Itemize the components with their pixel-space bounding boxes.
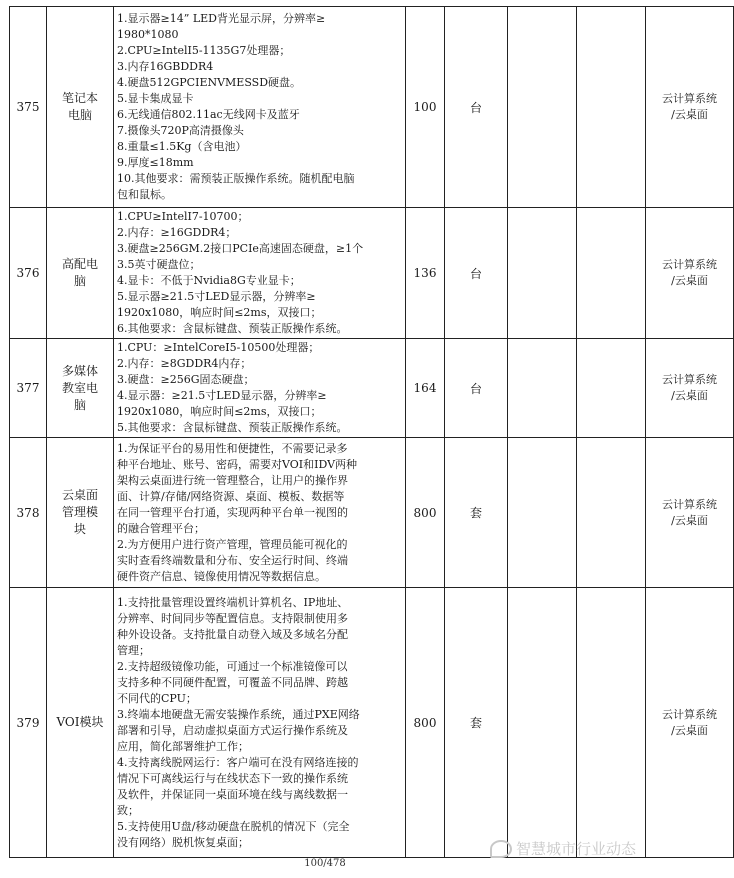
- spec-line: 2.支持超级镜像功能，可通过一个标准镜像可以: [117, 659, 348, 673]
- table-row: [10, 438, 734, 588]
- spec-line: 应用，简化部署维护工作；: [117, 739, 249, 753]
- spec-line: 1.CPU：≥IntelCoreI5-10500处理器；: [117, 341, 320, 354]
- item-name: [47, 588, 114, 858]
- spec-line: 1920x1080，响应时间≤2ms，双接口；: [117, 405, 322, 418]
- spec-line: 2.内存：≥16GDDR4；: [117, 226, 237, 239]
- spec-line: 4.硬盘512GPCIENVMESSD硬盘。: [117, 76, 302, 89]
- spec-line: 3.内存16GBDDR4: [117, 60, 214, 73]
- category-line: 云计算系统: [662, 92, 717, 105]
- category-line: /云桌面: [671, 723, 708, 737]
- spec-line: 2.为方便用户进行资产管理，管理员能可视化的: [117, 537, 348, 551]
- item-category: [646, 339, 734, 438]
- spec-line: 6.无线通信802.11ac无线网卡及蓝牙: [117, 108, 300, 121]
- category-line: 云计算系统: [662, 373, 717, 386]
- spec-line: 7.摄像头720P高清摄像头: [117, 124, 244, 137]
- category-line: 云计算系统: [662, 258, 717, 271]
- spec-line: 8.重量≤1.5Kg（含电池）: [117, 140, 247, 153]
- row-number: 379: [10, 588, 47, 858]
- spec-line: 5.显卡集成显卡: [117, 92, 194, 105]
- item-category: [646, 588, 734, 858]
- item-name: [47, 208, 114, 339]
- item-name-line: 管理模: [61, 505, 98, 519]
- item-quantity: 100: [406, 7, 445, 208]
- spec-line: 情况下可离线运行与在线状态下一致的操作系统: [117, 771, 348, 785]
- empty-cell: [508, 339, 577, 438]
- row-number: 375: [10, 7, 47, 208]
- table-row: [10, 7, 734, 208]
- spec-line: 的融合管理平台；: [117, 521, 205, 535]
- spec-table-body: [10, 7, 734, 858]
- category-line: /云桌面: [671, 513, 708, 527]
- spec-line: 2.内存：≥8GDDR4内存；: [117, 357, 252, 370]
- item-name-line: 电脑: [67, 108, 92, 122]
- row-number: 376: [10, 208, 47, 339]
- spec-line: 1.CPU≥IntelI7-10700；: [117, 210, 249, 223]
- spec-line: 3.终端本地硬盘无需安装操作系统，通过PXE网络: [117, 707, 360, 721]
- spec-line: 种外设设备。支持批量自动登入域及多域名分配: [117, 627, 348, 641]
- item-name: [47, 438, 114, 588]
- item-quantity: 800: [406, 438, 445, 588]
- spec-line: 架构云桌面进行统一管理整合，让用户的操作界: [117, 473, 348, 487]
- table-row: [10, 208, 734, 339]
- empty-cell: [577, 208, 646, 339]
- table-row: [10, 588, 734, 858]
- item-category: [646, 7, 734, 208]
- wechat-icon: [490, 840, 512, 858]
- spec-line: 4.显卡：不低于Nvidia8G专业显卡；: [117, 274, 301, 287]
- watermark: [490, 838, 636, 859]
- spec-line: 10.其他要求：需预装正版操作系统。随机配电脑: [117, 172, 355, 185]
- watermark-text: 智慧城市行业动态: [515, 840, 636, 858]
- empty-cell: [577, 7, 646, 208]
- category-line: 云计算系统: [662, 707, 717, 721]
- item-specs: [114, 339, 406, 438]
- item-unit: 台: [445, 339, 508, 438]
- item-unit: 台: [445, 7, 508, 208]
- row-number: 377: [10, 339, 47, 438]
- empty-cell: [508, 588, 577, 858]
- spec-line: 5.显示器≥21.5寸LED显示器，分辨率≥: [117, 290, 316, 303]
- item-unit: 套: [445, 438, 508, 588]
- item-name-line: 高配电: [61, 257, 98, 271]
- row-number: 378: [10, 438, 47, 588]
- spec-table: [9, 6, 734, 858]
- item-name-line: 教室电: [61, 380, 98, 395]
- spec-line: 3.5英寸硬盘位；: [117, 258, 201, 271]
- item-name-line: 多媒体: [61, 363, 98, 378]
- category-line: /云桌面: [671, 389, 708, 402]
- spec-line: 不同代的CPU；: [117, 691, 197, 705]
- item-name-line: 云桌面: [61, 488, 98, 502]
- item-name-line: 笔记本: [61, 91, 98, 105]
- item-name-line: 块: [73, 522, 86, 536]
- item-unit: 台: [445, 208, 508, 339]
- category-line: /云桌面: [671, 274, 708, 287]
- spec-line: 3.硬盘≥256GM.2接口PCIe高速固态硬盘，≥1个: [117, 242, 364, 255]
- item-name: [47, 7, 114, 208]
- spec-line: 面、计算/存储/网络资源、桌面、模板、数据等: [117, 489, 345, 503]
- item-quantity: 136: [406, 208, 445, 339]
- item-quantity: 800: [406, 588, 445, 858]
- spec-line: 9.厚度≤18mm: [117, 156, 194, 169]
- spec-line: 5.支持使用U盘/移动硬盘在脱机的情况下（完全: [117, 819, 350, 833]
- spec-line: 部署和引导，启动虚拟桌面方式运行操作系统及: [117, 723, 348, 737]
- item-category: [646, 208, 734, 339]
- item-quantity: 164: [406, 339, 445, 438]
- table-row: [10, 339, 734, 438]
- empty-cell: [577, 339, 646, 438]
- spec-line: 管理；: [117, 643, 150, 657]
- spec-line: 3.硬盘：≥256G固态硬盘；: [117, 373, 255, 386]
- item-name: [47, 339, 114, 438]
- item-name-line: 脑: [73, 274, 86, 288]
- empty-cell: [577, 588, 646, 858]
- spec-line: 及软件，并保证同一桌面环境在线与离线数据一: [117, 787, 348, 801]
- item-category: [646, 438, 734, 588]
- empty-cell: [508, 7, 577, 208]
- spec-line: 致；: [117, 803, 139, 817]
- item-specs: [114, 208, 406, 339]
- item-specs: [114, 7, 406, 208]
- spec-line: 在同一管理平台打通，实现两种平台单一视图的: [117, 505, 348, 519]
- spec-line: 5.其他要求：含鼠标键盘、预装正版操作系统。: [117, 421, 348, 434]
- empty-cell: [508, 438, 577, 588]
- spec-line: 1920x1080，响应时间≤2ms，双接口；: [117, 306, 322, 319]
- category-line: /云桌面: [671, 108, 708, 121]
- spec-line: 4.显示器：≥21.5寸LED显示器，分辨率≥: [117, 389, 327, 402]
- spec-line: 2.CPU≥IntelI5-1135G7处理器；: [117, 44, 291, 57]
- spec-line: 1980*1080: [117, 28, 179, 41]
- spec-line: 4.支持离线脱网运行：客户端可在没有网络连接的: [117, 755, 359, 769]
- spec-line: 包和鼠标。: [117, 188, 172, 201]
- spec-line: 支持多种不同硬件配置，可覆盖不同品牌、跨越: [117, 675, 348, 689]
- page-number: 100/478: [304, 858, 346, 869]
- item-specs: [114, 438, 406, 588]
- item-specs: [114, 588, 406, 858]
- item-name-line: VOI模块: [56, 715, 104, 729]
- spec-line: 1.为保证平台的易用性和便捷性，不需要记录多: [117, 441, 348, 455]
- spec-line: 1.支持批量管理设置终端机计算机名、IP地址、: [117, 595, 349, 609]
- spec-line: 分辨率、时间同步等配置信息。支持限制使用多: [117, 611, 348, 625]
- item-unit: 套: [445, 588, 508, 858]
- spec-line: 6.其他要求：含鼠标键盘、预装正版操作系统。: [117, 322, 348, 335]
- empty-cell: [577, 438, 646, 588]
- empty-cell: [508, 208, 577, 339]
- spec-line: 实时查看终端数量和分布、安全运行时间、终端: [117, 553, 348, 567]
- spec-line: 种平台地址、账号、密码，需要对VOI和IDV两种: [117, 457, 358, 471]
- spec-line: 1.显示器≥14” LED背光显示屏，分辨率≥: [117, 12, 326, 25]
- spec-line: 硬件资产信息、镜像使用情况等数据信息。: [117, 569, 326, 583]
- category-line: 云计算系统: [662, 497, 717, 511]
- item-name-line: 脑: [73, 397, 86, 412]
- spec-line: 没有网络）脱机恢复桌面；: [117, 835, 249, 849]
